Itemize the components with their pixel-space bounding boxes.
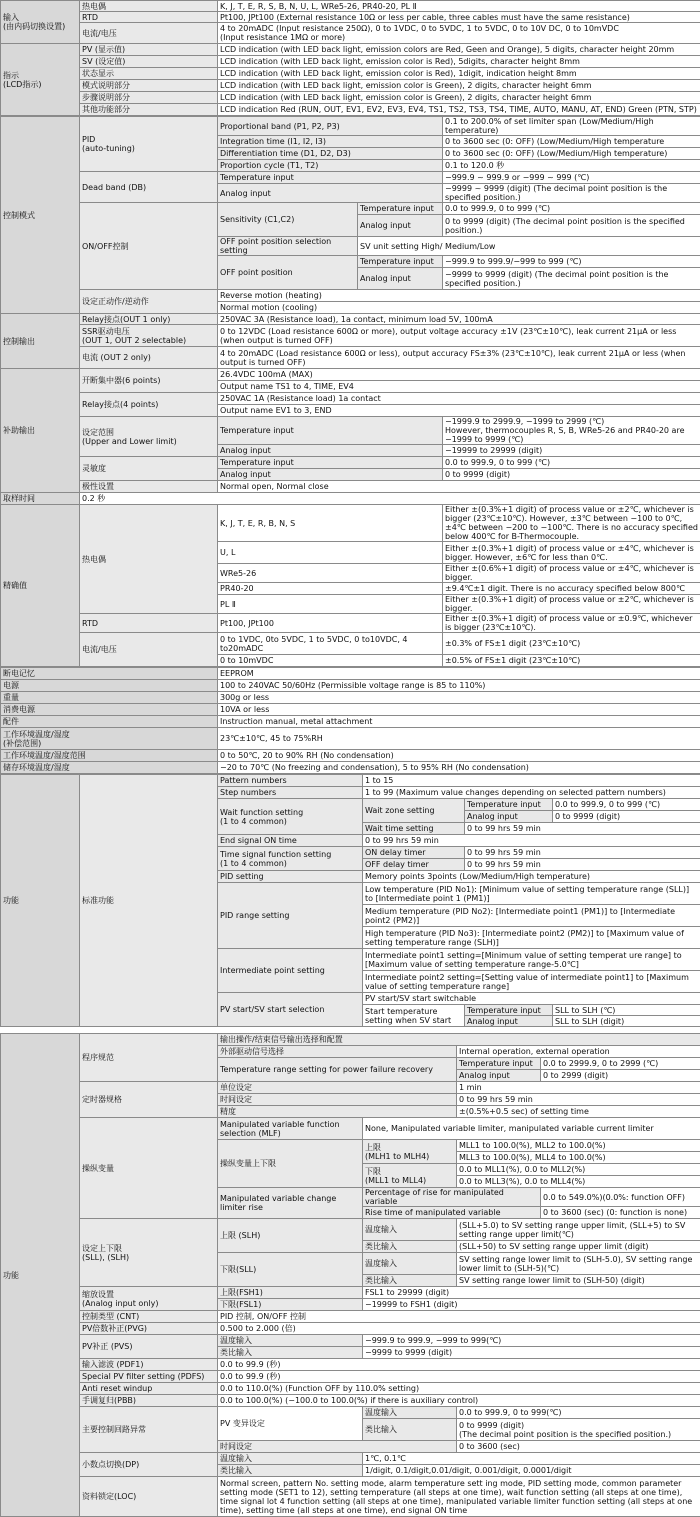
row-value: 0 to 12VDC (Load resistance 600Ω or more), output voltage accuracy ±1V (23℃±10℃), leak current 21μA or less (when output is turned OFF): [218, 325, 700, 347]
row-sublabel: Pattern numbers: [218, 775, 363, 787]
row-sublabel: Step numbers: [218, 787, 363, 799]
row-value: Intermediate point2 setting=[Setting value of intermediate point1] to [Maximum value of setting temperature range]: [363, 971, 700, 993]
row-value: 0 to 9999 (digit): [553, 811, 700, 823]
row-label: 储存环境温度/湿度: [1, 762, 218, 774]
row-subsublabel: Analog input: [358, 215, 443, 237]
row-sublabel: 输出操作/结束信号输出选择和配置: [218, 1034, 700, 1046]
row-value: 0.1 to 200.0% of set limiter span (Low/Medium/High temperature): [443, 117, 700, 136]
row-value: 1/digit, 0.1/digit,0.01/digit, 0.001/digit, 0.0001/digit: [363, 1465, 700, 1477]
row-label-dead-band: Dead band (DB): [80, 172, 218, 203]
spec-row: [1, 728, 700, 750]
row-value: LCD indication (with LED back light, emission color is Green), 2 digits, character height 6mm: [218, 92, 700, 104]
row-value: 250VAC 1A (Resistance load) 1a contact: [218, 393, 700, 405]
row-value: (SLL+50) to SV setting range upper limit (digit): [457, 1241, 700, 1253]
row-sublabel: Analog input: [218, 445, 443, 457]
row-label: 消费电源: [1, 704, 218, 716]
row-value: 0.0 to 999.9, 0 to 999(℃): [457, 1407, 700, 1419]
spec-row: [1, 457, 700, 469]
row-subsublabel: Analog input: [465, 811, 553, 823]
spec-row: [1, 1034, 700, 1046]
row-value: Pt100, JPt100 (External resistance 10Ω or less per cable, three cables must have the same resistance): [218, 12, 700, 23]
row-sublabel: Proportional band (P1, P2, P3): [218, 117, 443, 136]
row-subsublabel: 类比输入: [363, 1241, 457, 1253]
row-value: −19999 to 29999 (digit): [443, 445, 700, 457]
row-value: PV start/SV start switchable: [363, 993, 700, 1005]
row-value: Memory points 3points (Low/Medium/High temperature): [363, 871, 700, 883]
row-value: (SLL+5.0) to SV setting range upper limit, (SLL+5) to SV setting range upper limit(℃): [457, 1219, 700, 1241]
row-label: 控制类型 (CNT): [80, 1311, 218, 1323]
row-value: Either ±(0.3%+1 digit) of process value or ±2℃, whichever is bigger (23℃±10℃). However, ±3℃ between −100 to 0℃, ±4℃ between −200 to −100℃. There is no accuracy specified below 400℃ for B-Thermocouple.: [443, 505, 700, 542]
row-value: 0.1 to 120.0 秒: [443, 160, 700, 172]
row-sublabel: 外部驱动信号选择: [218, 1046, 457, 1058]
section-label-sampling: 取样时间: [1, 493, 80, 505]
row-subsublabel: 温度输入: [363, 1407, 457, 1419]
row-value: High temperature (PID No3): [Intermediate point2 (PM2)] to [Maximum value of setting temperature range (SLH)]: [363, 927, 700, 949]
row-sublabel: OFF point position: [218, 256, 358, 290]
spec-row: [1, 1371, 700, 1383]
row-value: SLL to SLH (digit): [553, 1016, 700, 1027]
row-subsublabel: 上限 (MLH1 to MLH4): [363, 1140, 457, 1164]
row-value: ±(0.5%+0.5 sec) of setting time: [457, 1106, 700, 1118]
row-value: 10VA or less: [218, 704, 700, 716]
spec-row: [1, 505, 700, 542]
row-sublabel: 类比输入: [218, 1465, 363, 1477]
row-sublabel: PID setting: [218, 871, 363, 883]
spec-row: [1, 314, 700, 325]
spec-row: [1, 68, 700, 80]
row-label: 电源: [1, 680, 218, 692]
row-value: Normal screen, pattern No. setting mode, alarm temperature sett ing mode, PID setting mode, common parameter setting mode (SET1 to 12), setting temperature (all steps at one time), wait function setting (all steps at one time), time signal lot 4 function setting (all steps at one time), manipulated variable limiter function setting (all steps at one time), setting time (all steps at one time), end signal ON time: [218, 1477, 700, 1517]
row-label-motion: 设定正动作/逆动作: [80, 290, 218, 314]
spec-row: [1, 393, 700, 405]
row-value: Medium temperature (PID No2): [Intermediate point1 (PM1)] to [Intermediate point2 (PM2)]: [363, 905, 700, 927]
row-value: 0.2 秒: [80, 493, 700, 505]
row-label: 热电偶: [80, 1, 218, 12]
section-label-control-output: 控制输出: [1, 314, 80, 369]
row-subsublabel: 温度输入: [363, 1253, 457, 1275]
row-sublabel: Temperature range setting for power failure recovery: [218, 1058, 457, 1082]
row-value: None, Manipulated variable limiter, manipulated variable current limiter: [363, 1118, 700, 1140]
row-value: SV setting range lower limit to (SLH-50) (digit): [457, 1275, 700, 1287]
spec-row: [1, 633, 700, 655]
spec-row: [1, 1, 700, 12]
row-label: 灵敏度: [80, 457, 218, 481]
row-sublabel: Integration time (I1, I2, I3): [218, 136, 443, 148]
row-sublabel: Sensitivity (C1,C2): [218, 203, 358, 237]
row-label: Relay接点(4 points): [80, 393, 218, 417]
row-label: PV倍数补正(PVG): [80, 1323, 218, 1335]
row-value: Output name TS1 to 4, TIME, EV4: [218, 381, 700, 393]
row-value: FSL1 to 29999 (digit): [363, 1287, 700, 1299]
row-value: PID 控制, ON/OFF 控制: [218, 1311, 700, 1323]
row-value: 0.0 to 99.9 (秒): [218, 1371, 700, 1383]
row-subsublabel: 类比输入: [363, 1275, 457, 1287]
spec-row: [1, 692, 700, 704]
row-label: 输入滤波 (PDF1): [80, 1359, 218, 1371]
spec-row: [1, 12, 700, 23]
row-label-pvs: PV补正 (PVS): [80, 1335, 218, 1359]
row-sublabel: Intermediate point setting: [218, 949, 363, 993]
row-value: 1℃, 0.1℃: [363, 1453, 700, 1465]
spec-table-control: [0, 116, 700, 667]
row-label: SV (设定值): [80, 56, 218, 68]
row-label: RTD: [80, 614, 218, 633]
row-sublabel: Wait function setting (1 to 4 common): [218, 799, 363, 835]
row-sublabel: K, J, T, E, R, B, N, S: [218, 505, 443, 542]
row-value: 1 min: [457, 1082, 700, 1094]
row-value: 0 to 9999 (digit) (The decimal point position is the specified position.): [443, 215, 700, 237]
row-sublabel: PL Ⅱ: [218, 595, 443, 614]
row-value: SV setting range lower limit to (SLH-5.0), SV setting range lower limit to (SLH-5)(℃): [457, 1253, 700, 1275]
row-value: Low temperature (PID No1): [Minimum value of setting temperature range (SLL)] to [Intermediate point 1 (PM1)]: [363, 883, 700, 905]
row-sublabel: 下限(FSL1): [218, 1299, 363, 1311]
row-label: 开断集中器(6 points): [80, 369, 218, 393]
row-value: ±0.3% of FS±1 digit (23℃±10℃): [443, 633, 700, 655]
row-sublabel: 0 to 10mVDC: [218, 655, 443, 667]
row-sublabel: 上限(FSH1): [218, 1287, 363, 1299]
spec-row: [1, 762, 700, 774]
spec-row: [1, 750, 700, 762]
row-value: 0.0 to 99.9 (秒): [218, 1359, 700, 1371]
spec-row: [1, 1082, 700, 1094]
row-value: 300g or less: [218, 692, 700, 704]
row-subsublabel: Percentage of rise for manipulated variable: [363, 1188, 541, 1207]
row-label: PV (显示值): [80, 44, 218, 56]
row-value: Output name EV1 to 3, END: [218, 405, 700, 417]
row-value: SV unit setting High/ Medium/Low: [358, 237, 700, 256]
row-value: −9999 ~ 9999 (digit) (The decimal point position is the specified position.): [443, 184, 700, 203]
row-label: 其他功能部分: [80, 104, 218, 116]
row-value: LCD indication (with LED back light, emission color is Red), 1digit, indication height 8mm: [218, 68, 700, 80]
row-value: Normal open, Normal close: [218, 481, 700, 493]
row-label-pid: PID (auto-tuning): [80, 117, 218, 172]
spec-table-input-indication: [0, 0, 700, 116]
spec-table-general: [0, 667, 700, 774]
row-sublabel: WRe5-26: [218, 564, 443, 583]
row-label: 配件: [1, 716, 218, 728]
row-value: SLL to SLH (℃): [553, 1005, 700, 1016]
row-value: −19999 to FSH1 (digit): [363, 1299, 700, 1311]
row-value: 1 to 99 (Maximum value changes depending on selected pattern numbers): [363, 787, 700, 799]
row-label: RTD: [80, 12, 218, 23]
section-label-control-mode: 控制模式: [1, 117, 80, 314]
row-label-scaling: 缩放设置 (Analog input only): [80, 1287, 218, 1311]
row-label-thermocouple: 热电偶: [80, 505, 218, 614]
row-value: 0 to 99 hrs 59 min: [363, 835, 700, 847]
row-value: 100 to 240VAC 50/60Hz (Permissible voltage range is 85 to 110%): [218, 680, 700, 692]
row-label: Relay接点(OUT 1 only): [80, 314, 218, 325]
spec-row: [1, 1477, 700, 1517]
row-value: 1 to 15: [363, 775, 700, 787]
row-subsublabel: Analog input: [457, 1070, 541, 1082]
row-value: 0 to 3600 (sec) (0: function is none): [541, 1207, 700, 1219]
spec-row: [1, 1359, 700, 1371]
row-value: 0.0 to 999.9, 0 to 999 (℃): [443, 457, 700, 469]
row-value: ±9.4℃±1 digit. There is no accuracy specified below 800℃: [443, 583, 700, 595]
row-label: 工作环境温度/湿度范围: [1, 750, 218, 762]
row-value: K, J, T, E, R, S, B, N, U, L, WRe5-26, PR40-20, PL Ⅱ: [218, 1, 700, 12]
row-label-onoff: ON/OFF控制: [80, 203, 218, 290]
row-subsublabel: 下限 (MLL1 to MLL4): [363, 1164, 457, 1188]
row-subsublabel: Temperature input: [465, 799, 553, 811]
row-label: 设定范围 (Upper and Lower limit): [80, 417, 218, 457]
spec-row: [1, 668, 700, 680]
row-label: 断电记忆: [1, 668, 218, 680]
section-label-accuracy: 精确值: [1, 505, 80, 667]
row-value: LCD indication (with LED back light, emission colors are Red, Geen and Orange), 5 digits, character height 20mm: [218, 44, 700, 56]
row-sublabel: End signal ON time: [218, 835, 363, 847]
row-subsublabel: 类比输入: [363, 1419, 457, 1441]
row-label-dp: 小数点切换(DP): [80, 1453, 218, 1477]
spec-row: [1, 1335, 700, 1347]
row-value: −20 to 70℃ (No freezing and condensation), 5 to 95% RH (No condensation): [218, 762, 700, 774]
row-label-timer: 定时器规格: [80, 1082, 218, 1118]
row-sublabel: OFF point position selection setting: [218, 237, 358, 256]
row-value: Either ±(0.3%+1 digit) of process value or ±4℃, whichever is bigger. However, ±6℃ for less than 0℃.: [443, 542, 700, 564]
row-value: ±0.5% of FS±1 digit (23℃±10℃): [443, 655, 700, 667]
row-value: EEPROM: [218, 668, 700, 680]
row-sublabel: Analog input: [218, 469, 443, 481]
row-value: 0.0 to 2999.9, 0 to 2999 (℃): [541, 1058, 700, 1070]
spec-row: [1, 56, 700, 68]
row-sublabel: PV 变异设定: [218, 1407, 363, 1441]
spec-row: [1, 1311, 700, 1323]
spec-row: [1, 369, 700, 381]
row-value: 0.0 to 999.9, 0 to 999 (℃): [443, 203, 700, 215]
row-label: 极性设置: [80, 481, 218, 493]
spec-row: [1, 1453, 700, 1465]
row-subsublabel: 温度输入: [363, 1219, 457, 1241]
row-subsublabel: ON delay timer: [363, 847, 465, 859]
row-value: Either ±(0.3%+1 digit) of process value or ±2℃, whichever is bigger.: [443, 595, 700, 614]
row-label: 状态显示: [80, 68, 218, 80]
row-label: Special PV filter setting (PDFS): [80, 1371, 218, 1383]
row-value: 23℃±10℃, 45 to 75%RH: [218, 728, 700, 750]
spec-row: [1, 1287, 700, 1299]
row-value: 0 to 99 hrs 59 min: [465, 847, 700, 859]
row-label-program: 程序规范: [80, 1034, 218, 1082]
row-sublabel: 0 to 1VDC, 0to 5VDC, 1 to 5VDC, 0 to10VDC, 4 to20mADC: [218, 633, 443, 655]
row-label: 手调复归(PBB): [80, 1395, 218, 1407]
row-label: 电流/电压: [80, 23, 218, 44]
row-sublabel: Proportion cycle (T1, T2): [218, 160, 443, 172]
row-value: 26.4VDC 100mA (MAX): [218, 369, 700, 381]
spec-row: [1, 172, 700, 184]
row-sublabel: Differentiation time (D1, D2, D3): [218, 148, 443, 160]
row-label: 重量: [1, 692, 218, 704]
row-value: 0.0 to 110.0(%) (Function OFF by 110.0% setting): [218, 1383, 700, 1395]
section-label-function-2: 功能: [1, 1034, 80, 1517]
section-label-indication: 指示 (LCD指示): [1, 44, 80, 116]
row-value: 0.0 to MLL3(%), 0.0 to MLL4(%): [457, 1176, 700, 1188]
row-value: Either ±(0.3%+1 digit) of process value or ±0.9℃, whichever is bigger (23℃±10℃).: [443, 614, 700, 633]
row-subsublabel: OFF delay timer: [363, 859, 465, 871]
row-sublabel: U, L: [218, 542, 443, 564]
row-sublabel: 温度输入: [218, 1453, 363, 1465]
row-label: 电流 (OUT 2 only): [80, 347, 218, 369]
row-sublabel: Temperature input: [218, 457, 443, 469]
row-subsublabel: Analog input: [465, 1016, 553, 1027]
section-label-input: 输入 (由内码切换设置): [1, 1, 80, 44]
row-label-main-loop: 主要控制回路异常: [80, 1407, 218, 1453]
row-value: −999.9 to 999.9/−999 to 999 (℃): [443, 256, 700, 268]
row-value: 0.500 to 2.000 (倍): [218, 1323, 700, 1335]
row-value: Normal motion (cooling): [218, 302, 700, 314]
row-sublabel: PID range setting: [218, 883, 363, 949]
row-sublabel: 上限 (SLH): [218, 1219, 363, 1253]
row-sublabel: Time signal function setting (1 to 4 common): [218, 847, 363, 871]
spec-row: [1, 417, 700, 445]
row-label-manipulated: 操纵变量: [80, 1118, 218, 1219]
row-value: 0.0 to 999.9, 0 to 999 (℃): [553, 799, 700, 811]
spec-row: [1, 117, 700, 136]
row-value: 0 to 3600 sec (0: OFF) (Low/Medium/High temperature: [443, 136, 700, 148]
row-label: 电流/电压: [80, 633, 218, 667]
row-sublabel: Manipulated variable change limiter rise: [218, 1188, 363, 1219]
row-subsublabel: Start temperature setting when SV start: [363, 1005, 465, 1027]
spec-row: [1, 614, 700, 633]
row-label: 模式说明部分: [80, 80, 218, 92]
spec-row: [1, 1219, 700, 1241]
spec-table-functions: [0, 1033, 700, 1517]
spec-row: [1, 704, 700, 716]
spec-row: [1, 1323, 700, 1335]
row-sublabel: PR40-20: [218, 583, 443, 595]
row-sublabel: 时间设定: [218, 1094, 457, 1106]
row-label-standard-function: 标准功能: [80, 775, 218, 1027]
spec-row: [1, 1407, 700, 1419]
spec-row: [1, 1395, 700, 1407]
row-subsublabel: Temperature input: [465, 1005, 553, 1016]
row-label-set-limits: 设定上下限 (SLL), (SLH): [80, 1219, 218, 1287]
row-sublabel: Pt100, JPt100: [218, 614, 443, 633]
row-value: 0 to 3600 (sec): [457, 1441, 700, 1453]
section-label-aux-output: 补助输出: [1, 369, 80, 493]
row-subsublabel: Temperature input: [457, 1058, 541, 1070]
spec-row: [1, 481, 700, 493]
row-value: −1999.9 to 2999.9, −1999 to 2999 (℃) However, thermocouples R, S, B, WRe5-26 and PR40-20 are −1999 to 9999 (℃): [443, 417, 700, 445]
row-sublabel: Temperature input: [218, 172, 443, 184]
row-value: MLL1 to 100.0(%), MLL2 to 100.0(%): [457, 1140, 700, 1152]
spec-row: [1, 716, 700, 728]
row-sublabel: 操纵变量上下限: [218, 1140, 363, 1188]
row-value: 0 to 9999 (digit) (The decimal point position is the specified position.): [457, 1419, 700, 1441]
row-label: SSR驱动电压 (OUT 1, OUT 2 selectable): [80, 325, 218, 347]
row-subsublabel: Wait time setting: [363, 823, 465, 835]
row-sublabel: 单位设定: [218, 1082, 457, 1094]
spec-row: [1, 1383, 700, 1395]
row-value: 0 to 2999 (digit): [541, 1070, 700, 1082]
row-sublabel: Analog input: [218, 184, 443, 203]
row-value: LCD indication (with LED back light, emission color is Green), 2 digits, character height 6mm: [218, 80, 700, 92]
spec-table-standard-functions: [0, 774, 700, 1027]
row-subsublabel: Temperature input: [358, 203, 443, 215]
row-label: 步骤说明部分: [80, 92, 218, 104]
spec-row: [1, 44, 700, 56]
row-value: 0 to 99 hrs 59 min: [465, 823, 700, 835]
row-sublabel: PV start/SV start selection: [218, 993, 363, 1027]
spec-row: [1, 104, 700, 116]
row-subsublabel: Temperature input: [358, 256, 443, 268]
row-value: 0 to 99 hrs 59 min: [457, 1094, 700, 1106]
row-value: 0 to 3600 sec (0: OFF) (Low/Medium/High temperature): [443, 148, 700, 160]
spec-row: [1, 325, 700, 347]
row-sublabel: 温度输入: [218, 1335, 363, 1347]
row-value: −999.9 to 999.9, −999 to 999(℃): [363, 1335, 700, 1347]
row-sublabel: Manipulated variable function selection (MLF): [218, 1118, 363, 1140]
spec-row: [1, 347, 700, 369]
row-value: 0.0 to 549.0%)(0.0%: function OFF): [541, 1188, 700, 1207]
row-value: −9999 to 9999 (digit) (The decimal point position is the specified position.): [443, 268, 700, 290]
section-label-function: 功能: [1, 775, 80, 1027]
row-sublabel: 时间设定: [218, 1441, 457, 1453]
row-sublabel: Temperature input: [218, 417, 443, 445]
row-value: 4 to 20mADC (Load resistance 600Ω or less), output accuracy FS±3% (23℃±10℃), leak current 21μA or less (when output is turned OFF): [218, 347, 700, 369]
row-sublabel: 类比输入: [218, 1347, 363, 1359]
row-value: 0 to 99 hrs 59 min: [465, 859, 700, 871]
row-label-loc: 资料锁定(LOC): [80, 1477, 218, 1517]
row-subsublabel: Rise time of manipulated variable: [363, 1207, 541, 1219]
row-value: LCD indication (with LED back light, emission color is Red), 5digits, character height 8mm: [218, 56, 700, 68]
row-value: LCD indication Red (RUN, OUT, EV1, EV2, EV3, EV4, TS1, TS2, TS3, TS4, TIME, AUTO, MANU, AT, END) Green (PTN, STP): [218, 104, 700, 116]
row-value: Internal operation, external operation: [457, 1046, 700, 1058]
spec-row: [1, 1118, 700, 1140]
row-value: 4 to 20mADC (Input resistance 250Ω), 0 to 1VDC, 0 to 5VDC, 1 to 5VDC, 0 to 10V DC, 0 to 10mVDC (Input resistance 1MΩ or more): [218, 23, 700, 44]
row-value: 0 to 50℃, 20 to 90% RH (No condensation): [218, 750, 700, 762]
row-sublabel: 精度: [218, 1106, 457, 1118]
spec-row: [1, 680, 700, 692]
row-value: −999.9 ~ 999.9 or −999 ~ 999 (℃): [443, 172, 700, 184]
row-label: Anti reset windup: [80, 1383, 218, 1395]
row-value: Either ±(0.6%+1 digit) of process value or ±4℃, whichever is bigger.: [443, 564, 700, 583]
row-subsublabel: Analog input: [358, 268, 443, 290]
row-value: Instruction manual, metal attachment: [218, 716, 700, 728]
row-label: 工作环境温度/湿度 (补偿范围): [1, 728, 218, 750]
spec-row: [1, 203, 700, 215]
spec-row: [1, 23, 700, 44]
row-sublabel: 下限(SLL): [218, 1253, 363, 1287]
spec-row: [1, 92, 700, 104]
spec-row: [1, 80, 700, 92]
row-value: MLL3 to 100.0(%), MLL4 to 100.0(%): [457, 1152, 700, 1164]
row-value: −9999 to 9999 (digit): [363, 1347, 700, 1359]
spec-row: [1, 493, 700, 505]
row-value: 0.0 to MLL1(%), 0.0 to MLL2(%): [457, 1164, 700, 1176]
spec-row: [1, 290, 700, 302]
row-value: Intermediate point1 setting=[Minimum value of setting temperat ure range] to [Maximum value of setting temperature range-5.0℃]: [363, 949, 700, 971]
spec-row: [1, 775, 700, 787]
row-value: 0.0 to 100.0(%) (−100.0 to 100.0(%) if there is auxiliary control): [218, 1395, 700, 1407]
row-value: 0 to 9999 (digit): [443, 469, 700, 481]
row-subsublabel: Wait zone setting: [363, 799, 465, 823]
row-value: 250VAC 3A (Resistance load), 1a contact, minimum load 5V, 100mA: [218, 314, 700, 325]
row-value: Reverse motion (heating): [218, 290, 700, 302]
